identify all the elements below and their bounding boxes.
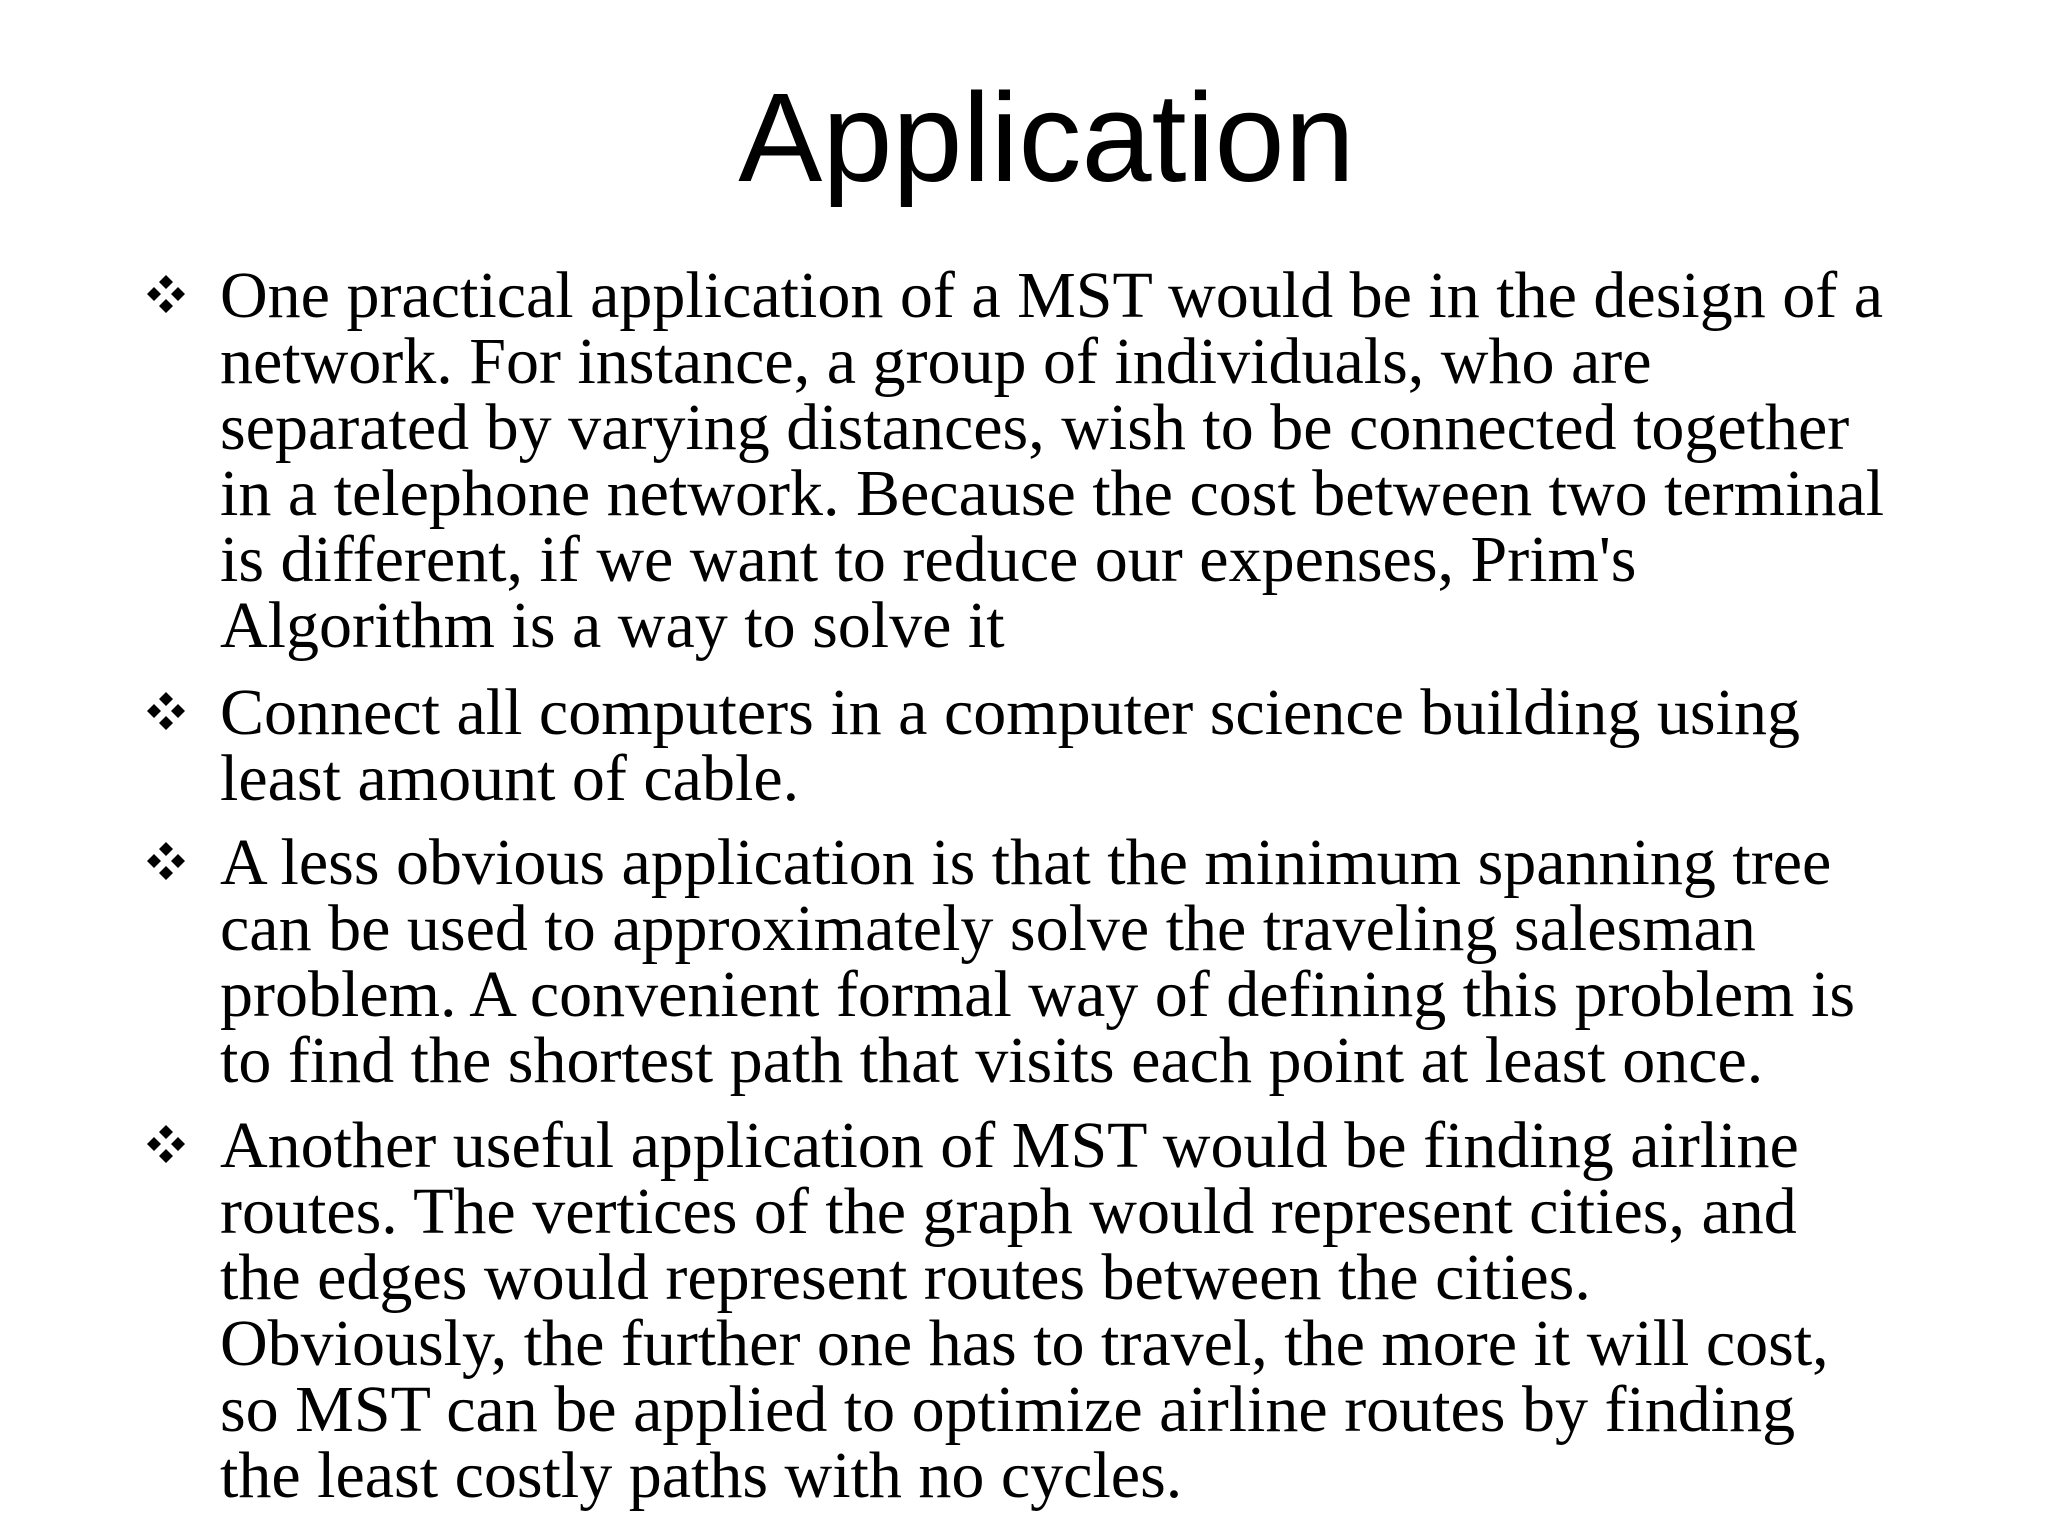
bullet-line: in a telephone network. Because the cost between two terminal xyxy=(220,457,1885,530)
bullet-line: Connect all computers in a computer science building using xyxy=(220,676,1800,749)
bullet-line: least amount of cable. xyxy=(220,742,800,815)
four-diamond-bullet-icon xyxy=(145,840,187,882)
bullet-line: so MST can be applied to optimize airline routes by finding xyxy=(220,1373,1796,1446)
bullet-line: is different, if we want to reduce our expenses, Prim's xyxy=(220,523,1637,596)
bullet-line: A less obvious application is that the minimum spanning tree xyxy=(220,826,1832,899)
bullet-line: routes. The vertices of the graph would represent cities, and xyxy=(220,1175,1797,1248)
four-diamond-bullet-icon xyxy=(145,690,187,732)
bullet-line: problem. A convenient formal way of defining this problem is xyxy=(220,958,1856,1031)
bullet-line: Another useful application of MST would be finding airline xyxy=(220,1109,1799,1182)
bullet-line: Algorithm is a way to solve it xyxy=(220,589,1005,662)
bullet-line: the edges would represent routes between the cities. xyxy=(220,1241,1591,1314)
bullet-line: One practical application of a MST would be in the design of a xyxy=(220,259,1883,332)
bullet-line: can be used to approximately solve the traveling salesman xyxy=(220,892,1756,965)
bullet-line: to find the shortest path that visits each point at least once. xyxy=(220,1024,1764,1097)
four-diamond-bullet-icon xyxy=(145,273,187,315)
bullet-line: the least costly paths with no cycles. xyxy=(220,1439,1183,1512)
bullet-line: Obviously, the further one has to travel, the more it will cost, xyxy=(220,1307,1829,1380)
bullet-line: network. For instance, a group of individuals, who are xyxy=(220,325,1652,398)
slide-title: Application xyxy=(738,67,1355,208)
bullet-line: separated by varying distances, wish to be connected together xyxy=(220,391,1850,464)
four-diamond-bullet-icon xyxy=(145,1123,187,1165)
